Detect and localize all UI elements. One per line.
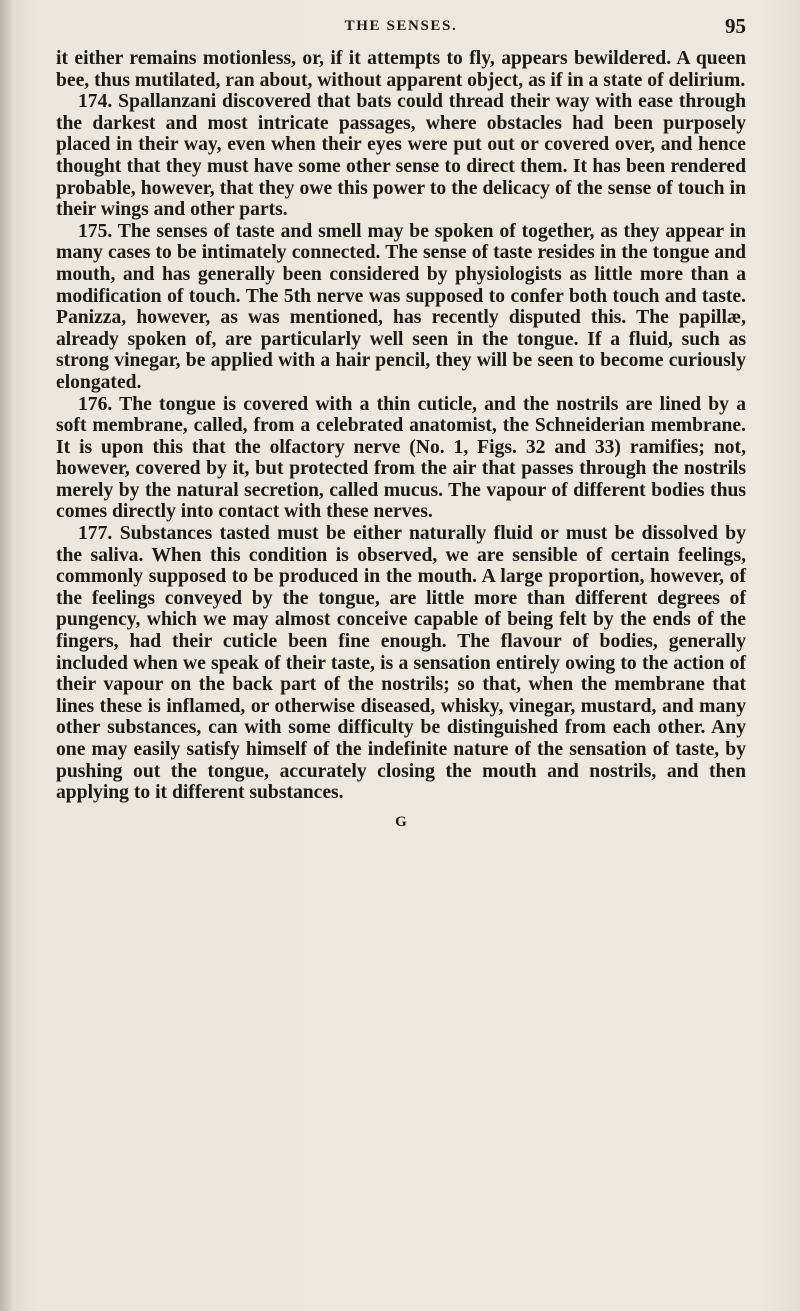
page-number: 95	[725, 14, 746, 38]
body-text	[56, 48, 746, 804]
paragraph-continuation: it either remains motionless, or, if it attempts to fly, appears bewildered. A queen bee, thus mutilated, ran about, without apparent object, as if in a state of delirium.	[56, 48, 746, 91]
running-head	[56, 12, 746, 48]
binding-shadow	[0, 0, 14, 1311]
paragraph-176: 176. The tongue is covered with a thin cuticle, and the nostrils are lined by a soft membrane, called, from a celebrated anatomist, the Schneiderian membrane. It is upon this that the olfactory nerve (No. 1, Figs. 32 and 33) ramifies; not, however, covered by it, but protected from the air that passes through the nostrils merely by the natural secretion, called mucus. The vapour of different bodies thus comes directly into contact with these nerves.	[56, 393, 746, 523]
paragraph-174: 174. Spallanzani discovered that bats could thread their way with ease through the darkest and most intricate passages, where obstacles had been purposely placed in their way, even when their eyes were put out or covered over, and hence thought that they must have some other sense to direct them. It has been rendered probable, however, that they owe this power to the delicacy of the sense of touch in their wings and other parts.	[56, 91, 746, 221]
running-title: THE SENSES.	[344, 18, 458, 34]
signature-mark: G	[395, 813, 407, 830]
paragraph-175: 175. The senses of taste and smell may be spoken of together, as they appear in many cases to be intimately connected. The sense of taste resides in the tongue and mouth, and has generally been considered by physiologists as little more than a modification of touch. The 5th nerve was supposed to confer both touch and taste. Panizza, however, as was mentioned, has recently disputed this. The papillæ, already spoken of, are particularly well seen in the tongue. If a fluid, such as strong vinegar, be applied with a hair pencil, they will be seen to become curiously elongated.	[56, 220, 746, 393]
paragraph-177: 177. Substances tasted must be either naturally fluid or must be dissolved by the saliva. When this condition is observed, we are sensible of certain feelings, commonly supposed to be produced in the mouth. A large proportion, however, of the feelings conveyed by the tongue, are little more than different degrees of pungency, which we may almost conceive capable of being felt by the ends of the fingers, had their cuticle been fine enough. The flavour of bodies, generally included when we speak of their taste, is a sensation entirely owing to the action of their vapour on the back part of the nostrils; so that, when the membrane that lines these is inflamed, or otherwise diseased, whisky, vinegar, mustard, and many other substances, can with some difficulty be distinguished from each other. Any one may easily satisfy himself of the indefinite nature of the sensation of taste, by pushing out the tongue, accurately closing the mouth and nostrils, and then applying to it different substances.	[56, 523, 746, 804]
